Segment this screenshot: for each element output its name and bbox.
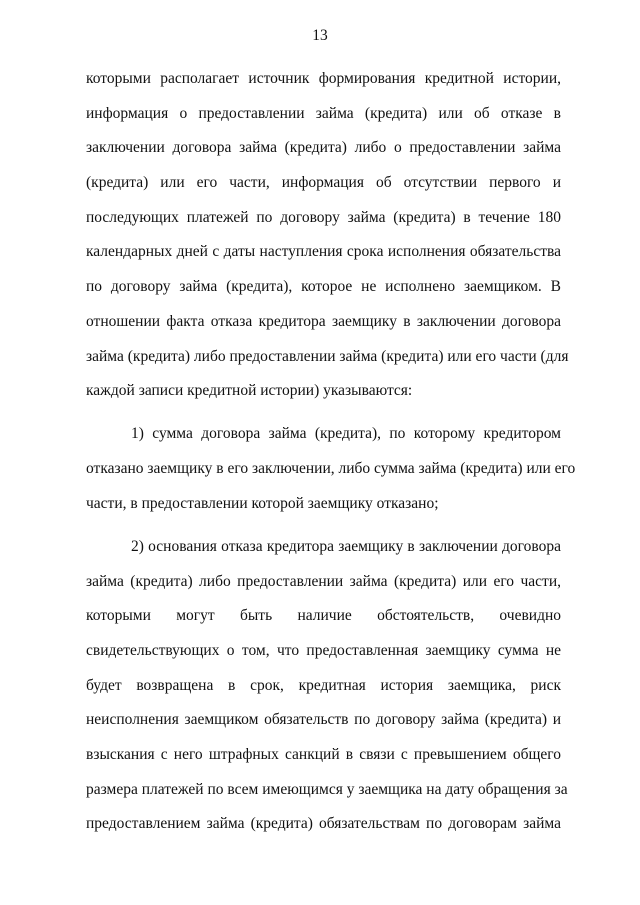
text-line: которыми располагает источник формирования кредитной истории, [86,70,561,87]
text-line: отказано заемщику в его заключении, либо сумма займа (кредита) или его [86,460,576,478]
text-line: каждой записи кредитной истории) указываются: [86,382,413,400]
text-line: размера платежей по всем имеющимся у заемщика на дату обращения за [86,780,568,798]
text-line: будет возвращена в срок, кредитная история заемщика, риск [86,676,561,694]
text-line: 1) сумма договора займа (кредита), по которому кредитором [131,425,561,443]
text-line: заключении договора займа (кредита) либо о предоставлении займа [86,139,561,157]
text-line: неисполнения заемщиком обязательств по договору займа (кредита) и [86,711,561,729]
text-line: взыскания с него штрафных санкций в связи с превышением общего [86,746,561,764]
text-line: календарных дней с даты наступления срока исполнения обязательства [86,243,561,261]
text-line: отношении факта отказа кредитора заемщику в заключении договора [86,312,561,330]
page-number: 13 [312,27,328,44]
text-line: 2) основания отказа кредитора заемщику в заключении договора [131,537,561,555]
paragraph-item-2 [86,530,568,842]
paragraph-item-1 [86,417,576,521]
text-line: займа (кредита) либо предоставлении займа (кредита) или его части (для [86,347,569,365]
text-line: предоставлением займа (кредита) обязательствам по договорам займа [86,815,561,833]
text-line: информация о предоставлении займа (кредита) или об отказе в [86,104,561,122]
text-line: свидетельствующих о том, что предоставленная заемщику сумма не [86,642,561,659]
text-line: по договору займа (кредита), которое не исполнено заемщиком. В [86,278,561,296]
text-line: займа (кредита) либо предоставлении займа (кредита) или его части, [86,572,561,590]
text-line: которыми могут быть наличие обстоятельств, очевидно [86,607,561,625]
text-line: последующих платежей по договору займа (кредита) в течение 180 [86,208,561,226]
paragraph-continuation [86,62,569,409]
text-line: (кредита) или его части, информация об отсутствии первого и [86,174,561,192]
text-line: части, в предоставлении которой заемщику отказано; [86,494,439,512]
document-body [86,62,576,842]
